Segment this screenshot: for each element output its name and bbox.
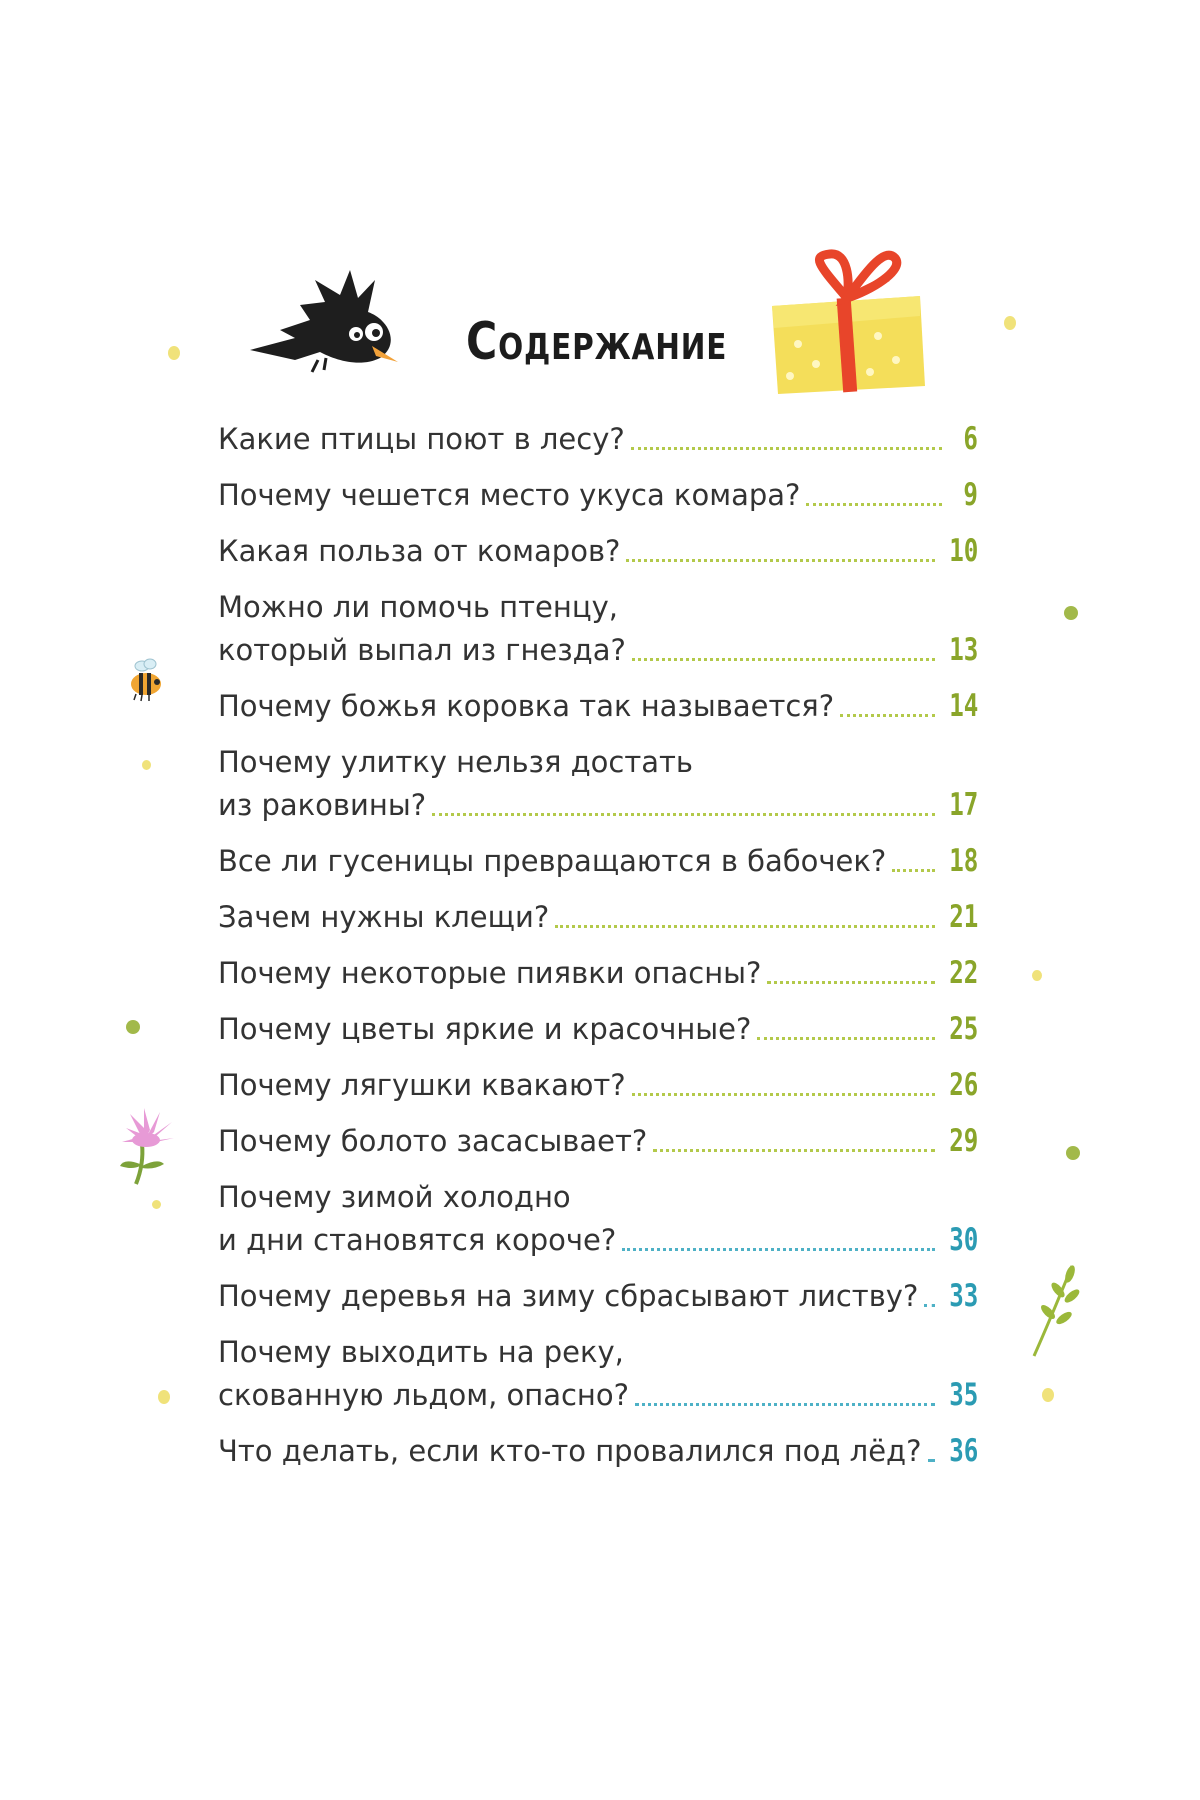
yellow-dot-icon: [1032, 970, 1042, 981]
yellow-dot-icon: [152, 1200, 161, 1209]
yellow-dot-icon: [1042, 1388, 1054, 1402]
table-of-contents: [218, 418, 978, 1473]
toc-entry-title: Почему некоторые пиявки опасны?: [218, 956, 762, 990]
dot-leader: [757, 1036, 934, 1040]
dot-leader: [806, 502, 942, 506]
dot-leader: [555, 924, 934, 928]
toc-entry[interactable]: [218, 896, 978, 939]
flower-icon: [112, 1104, 182, 1188]
toc-entry-title-line2: из раковины?: [218, 788, 427, 822]
toc-entry[interactable]: [218, 530, 978, 573]
toc-page-number: 14: [948, 688, 978, 724]
yellow-dot-icon: [168, 346, 180, 360]
toc-entry-title: Почему божья коровка так называется?: [218, 689, 835, 723]
toc-entry[interactable]: [218, 1430, 978, 1473]
toc-entry-title-line1: Можно ли помочь птенцу,: [218, 590, 618, 624]
toc-entry[interactable]: [218, 474, 978, 517]
toc-entry-title: Какая польза от комаров?: [218, 534, 621, 568]
toc-entry-title: Зачем нужны клещи?: [218, 900, 550, 934]
toc-entry-title: Почему чешется место укуса комара?: [218, 478, 801, 512]
dot-leader: [432, 812, 935, 816]
dot-leader: [767, 980, 934, 984]
toc-page-number: 25: [948, 1011, 978, 1047]
toc-entry-title-line1: Почему выходить на реку,: [218, 1335, 624, 1369]
toc-entry[interactable]: [218, 1275, 978, 1318]
dot-leader: [924, 1303, 934, 1307]
toc-entry[interactable]: [218, 1008, 978, 1051]
branch-icon: [1026, 1260, 1086, 1360]
dot-leader: [632, 657, 935, 661]
toc-entry-title: Почему лягушки квакают?: [218, 1068, 626, 1102]
toc-entry[interactable]: [218, 1176, 978, 1262]
toc-entry-title: Почему болото засасывает?: [218, 1124, 648, 1158]
dot-leader: [892, 868, 934, 872]
toc-entry-title-line2: который выпал из гнезда?: [218, 633, 626, 667]
toc-entry-title-line2: скованную льдом, опасно?: [218, 1378, 630, 1412]
toc-entry-title: Все ли гусеницы превращаются в бабочек?: [218, 844, 887, 878]
toc-page-number: 13: [948, 632, 978, 668]
toc-entry-title: Что делать, если кто-то провалился под лёд?: [218, 1434, 922, 1468]
dot-leader: [632, 1092, 935, 1096]
gift-box-icon: [760, 236, 935, 396]
bee-icon: [122, 656, 170, 704]
toc-page-number: 6: [963, 421, 978, 457]
toc-entry-title-line2: и дни становятся короче?: [218, 1223, 617, 1257]
dot-leader: [653, 1148, 934, 1152]
toc-entry[interactable]: [218, 840, 978, 883]
crow-icon: [240, 250, 410, 380]
toc-entry[interactable]: [218, 586, 978, 672]
toc-page-number: 30: [948, 1222, 978, 1258]
green-dot-icon: [126, 1020, 140, 1034]
green-dot-icon: [1066, 1146, 1080, 1160]
yellow-dot-icon: [142, 760, 151, 770]
toc-page-number: 29: [948, 1123, 978, 1159]
toc-entry-title: Почему деревья на зиму сбрасывают листву?: [218, 1279, 919, 1313]
toc-entry-title: Какие птицы поют в лесу?: [218, 422, 625, 456]
toc-entry-title: Почему цветы яркие и красочные?: [218, 1012, 752, 1046]
toc-page-number: 9: [963, 477, 978, 513]
toc-entry[interactable]: [218, 952, 978, 995]
toc-entry-title-line1: Почему улитку нельзя достать: [218, 745, 694, 779]
dot-leader: [635, 1402, 935, 1406]
toc-page-number: 18: [948, 843, 978, 879]
toc-entry[interactable]: [218, 741, 978, 827]
dot-leader: [928, 1458, 935, 1462]
toc-page-number: 35: [948, 1377, 978, 1413]
toc-entry[interactable]: [218, 1331, 978, 1417]
toc-entry[interactable]: [218, 1064, 978, 1107]
toc-entry-title-line1: Почему зимой холодно: [218, 1180, 571, 1214]
toc-entry[interactable]: [218, 418, 978, 461]
toc-entry[interactable]: [218, 685, 978, 728]
toc-page-number: 26: [948, 1067, 978, 1103]
toc-page-number: 33: [948, 1278, 978, 1314]
toc-page-number: 17: [948, 787, 978, 823]
page-title: Содержание: [466, 312, 728, 372]
dot-leader: [622, 1247, 934, 1251]
dot-leader: [840, 713, 935, 717]
yellow-dot-icon: [158, 1390, 170, 1404]
yellow-dot-icon: [1004, 316, 1016, 330]
toc-page-number: 10: [948, 533, 978, 569]
dot-leader: [626, 558, 934, 562]
green-dot-icon: [1064, 606, 1078, 620]
toc-entry[interactable]: [218, 1120, 978, 1163]
toc-page-number: 36: [948, 1433, 978, 1469]
toc-page-number: 21: [948, 899, 978, 935]
toc-page-number: 22: [948, 955, 978, 991]
dot-leader: [631, 446, 942, 450]
